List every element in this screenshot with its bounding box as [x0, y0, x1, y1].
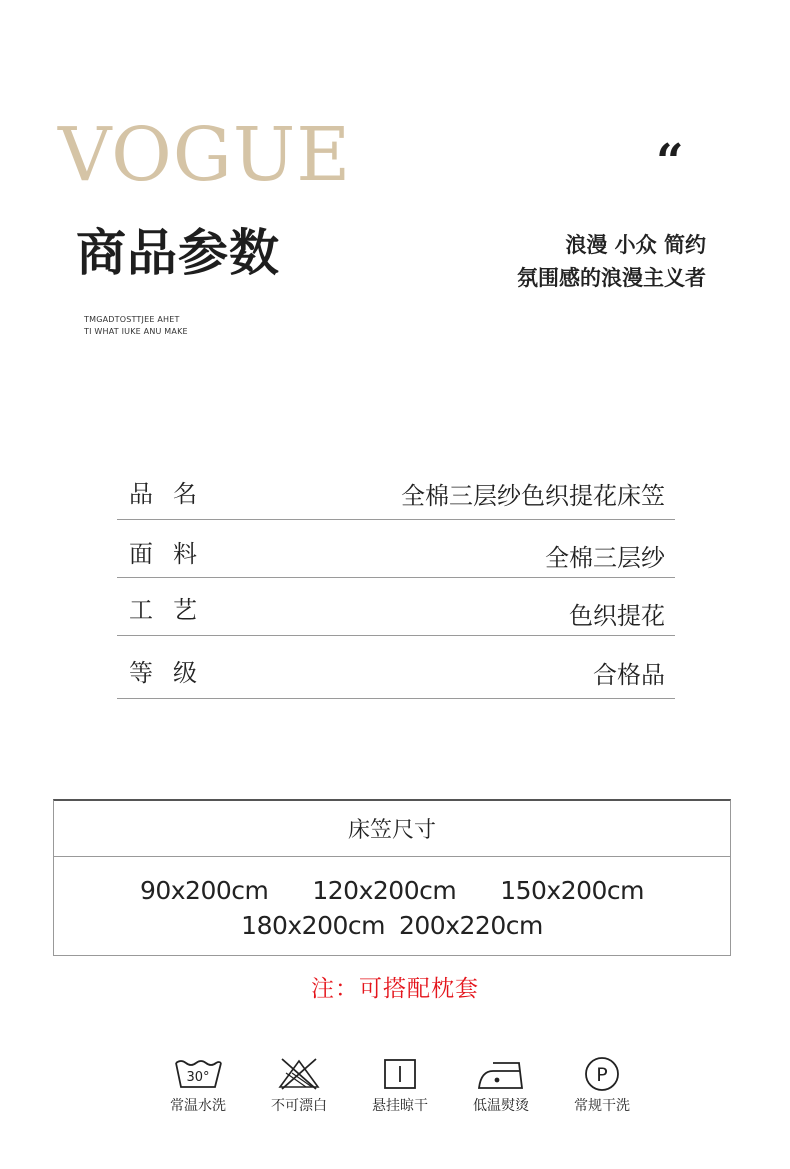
- pillowcase-note: 注：可搭配枕套: [311, 976, 479, 1002]
- size-box: [53, 799, 731, 956]
- small-text-line-2: TI WHAT IUKE ANU MAKE: [84, 327, 188, 336]
- care-item-hang-dry: [352, 1055, 448, 1115]
- param-row-grade: [117, 636, 675, 699]
- param-label: 等级: [129, 659, 217, 687]
- page-title: 商品参数: [76, 224, 280, 282]
- param-row-material: [117, 520, 675, 578]
- decorative-english-text: [84, 314, 188, 338]
- care-label: 不可漂白: [271, 1098, 327, 1114]
- dry-clean-p-icon: [576, 1055, 628, 1093]
- params-table: [117, 466, 675, 699]
- care-instructions: [150, 1055, 650, 1115]
- size-line-1: [54, 873, 730, 908]
- wash-temp-label: 30°: [186, 1070, 210, 1085]
- wash-30-icon: [172, 1055, 224, 1093]
- size-option: 150x200cm: [500, 876, 645, 905]
- param-label: 品名: [129, 480, 217, 508]
- size-option: 200x220cm: [399, 911, 543, 940]
- quote-mark-icon: “: [656, 134, 684, 190]
- care-item-iron: [453, 1055, 549, 1115]
- dry-clean-letter: P: [596, 1064, 608, 1086]
- care-label: 悬挂晾干: [372, 1098, 428, 1114]
- care-label: 常温水洗: [170, 1098, 226, 1114]
- size-list: [54, 857, 730, 943]
- param-value: 色织提花: [569, 602, 665, 630]
- size-line-2: [54, 908, 730, 943]
- param-value: 合格品: [593, 661, 665, 689]
- size-box-title: 床笠尺寸: [54, 801, 730, 857]
- hang-dry-icon: [374, 1055, 426, 1093]
- size-option: 90x200cm: [139, 876, 269, 905]
- care-label: 常规干洗: [574, 1098, 630, 1114]
- size-option: 180x200cm: [241, 911, 385, 940]
- low-iron-icon: [475, 1055, 527, 1093]
- slogan-line-1: 浪漫 小众 简约: [565, 233, 706, 257]
- care-label: 低温熨烫: [473, 1098, 529, 1114]
- param-row-craft: [117, 578, 675, 636]
- care-item-dry-clean: [554, 1055, 650, 1115]
- slogan: [517, 229, 706, 295]
- care-item-wash: [150, 1055, 246, 1115]
- param-label: 工艺: [129, 596, 217, 624]
- size-option: 120x200cm: [312, 876, 457, 905]
- slogan-line-2: 氛围感的浪漫主义者: [517, 266, 706, 290]
- param-row-name: [117, 466, 675, 520]
- no-bleach-icon: [273, 1055, 325, 1093]
- brand-logo: VOGUE: [58, 112, 352, 198]
- care-item-no-bleach: [251, 1055, 347, 1115]
- param-label: 面料: [129, 540, 217, 568]
- small-text-line-1: TMGADTOSTTJEE AHET: [84, 315, 180, 324]
- param-value: 全棉三层纱: [545, 544, 665, 572]
- param-value: 全棉三层纱色织提花床笠: [401, 482, 665, 510]
